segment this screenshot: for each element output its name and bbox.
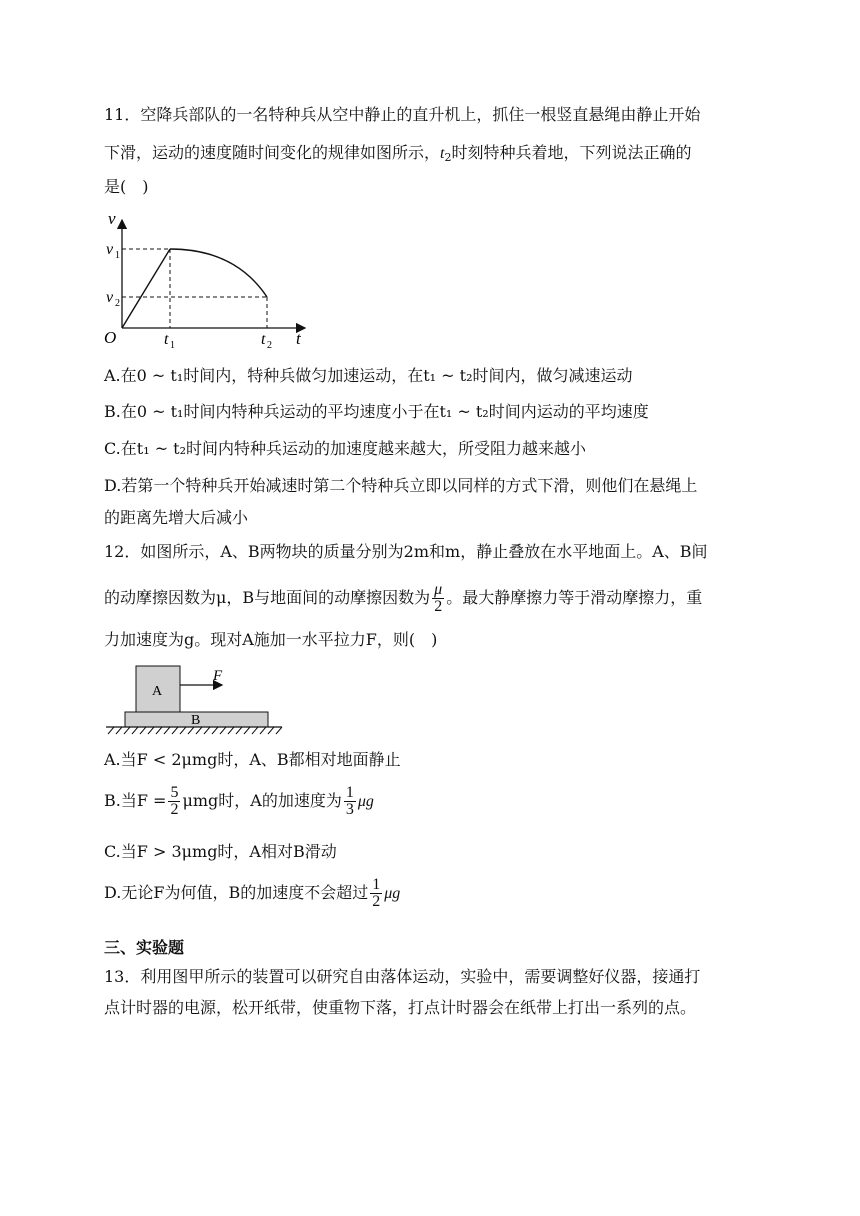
q11-option-a: A.在0 ~ t₁时间内，特种兵做匀加速运动，在t₁ ~ t₂时间内，做匀减速运动: [104, 366, 633, 385]
q11-option-d-line2: 的距离先增大后减小: [104, 508, 249, 527]
q13-line2: 点计时器的电源，松开纸带，使重物下落，打点计时器会在纸带上打出一系列的点。: [104, 998, 697, 1017]
vt-graph: [100, 210, 310, 350]
five-halves-fraction: [168, 785, 180, 818]
blocks-figure: [102, 660, 292, 740]
block-b-label: B: [191, 713, 201, 728]
force-label: F: [213, 668, 223, 684]
q12-option-c: C.当F > 3μmg时，A相对B滑动: [104, 842, 337, 861]
frac-denominator: 2: [170, 801, 179, 818]
origin-label: O: [104, 328, 117, 347]
q11-t2-sub: 2: [444, 151, 452, 164]
ground-hatch: [108, 727, 282, 734]
q11-line2a: 下滑，运动的速度随时间变化的规律如图所示，: [104, 143, 441, 162]
decel-curve: [170, 249, 267, 297]
v1-label: v: [106, 241, 114, 258]
q11-option-b: B.在0 ~ t₁时间内特种兵运动的平均速度小于在t₁ ~ t₂时间内运动的平均速度: [104, 402, 649, 421]
t1-sub: 1: [170, 340, 175, 350]
v2-sub: 2: [115, 298, 120, 309]
q12-line2a: 的动摩擦因数为μ，B与地面间的动摩擦因数为: [104, 588, 431, 607]
frac-denominator: 3: [345, 801, 354, 818]
frac-numerator: μ: [434, 581, 443, 598]
t1-label: t: [164, 331, 169, 348]
q12-option-b: [104, 784, 374, 819]
q12-optb-pre: B.当F =: [104, 791, 167, 810]
accel-line: [122, 249, 170, 328]
v1-sub: 1: [115, 250, 120, 261]
q11-option-d-line1: D.若第一个特种兵开始减速时第二个特种兵立即以同样的方式下滑，则他们在悬绳上: [104, 476, 698, 495]
t2-label: t: [261, 331, 266, 348]
q11-line3: 是( ): [104, 177, 149, 196]
q12-option-a: A.当F < 2μmg时，A、B都相对地面静止: [104, 750, 401, 769]
frac-numerator: 5: [170, 784, 179, 801]
q13-line1: 13．利用图甲所示的装置可以研究自由落体运动，实验中，需要调整好仪器，接通打: [104, 967, 701, 986]
block-a-label: A: [152, 684, 163, 699]
q12-line2b: 。最大静摩擦力等于滑动摩擦力，重: [446, 588, 703, 607]
frac-numerator: 1: [372, 876, 381, 893]
q11-option-c: C.在t₁ ~ t₂时间内特种兵运动的加速度越来越大，所受阻力越来越小: [104, 439, 587, 458]
axis-v-label: v: [108, 210, 116, 228]
q12-optd-end: μg: [384, 885, 401, 902]
q12-line2: [104, 582, 702, 615]
q12-option-d: [104, 876, 400, 911]
t2-sub: 2: [267, 340, 272, 350]
q12-optb-mid: μmg时，A的加速度为: [182, 791, 342, 810]
q11-t2: t: [440, 145, 445, 162]
section-heading: 三、实验题: [104, 938, 185, 957]
q12-line1: 12．如图所示，A、B两物块的质量分别为2m和m，静止叠放在水平地面上。A、B间: [104, 542, 708, 561]
one-half-fraction: [370, 877, 382, 910]
q11-line1: 11．空降兵部队的一名特种兵从空中静止的直升机上，抓住一根竖直悬绳由静止开始: [104, 105, 701, 124]
frac-numerator: 1: [345, 784, 354, 801]
q12-optd-pre: D.无论F为何值，B的加速度不会超过: [104, 883, 369, 902]
q12-optb-end: μg: [357, 793, 374, 810]
frac-denominator: 2: [434, 598, 443, 615]
mu-over-2-fraction: [432, 582, 444, 615]
q11-line2b: 时刻特种兵着地，下列说法正确的: [451, 143, 692, 162]
v2-label: v: [106, 289, 114, 306]
q11-line2: [104, 141, 691, 170]
q12-line3: 力加速度为g。现对A施加一水平拉力F，则( ): [104, 630, 438, 649]
axis-t-label: t: [296, 329, 301, 348]
frac-denominator: 2: [372, 893, 381, 910]
one-third-fraction: [344, 785, 356, 818]
